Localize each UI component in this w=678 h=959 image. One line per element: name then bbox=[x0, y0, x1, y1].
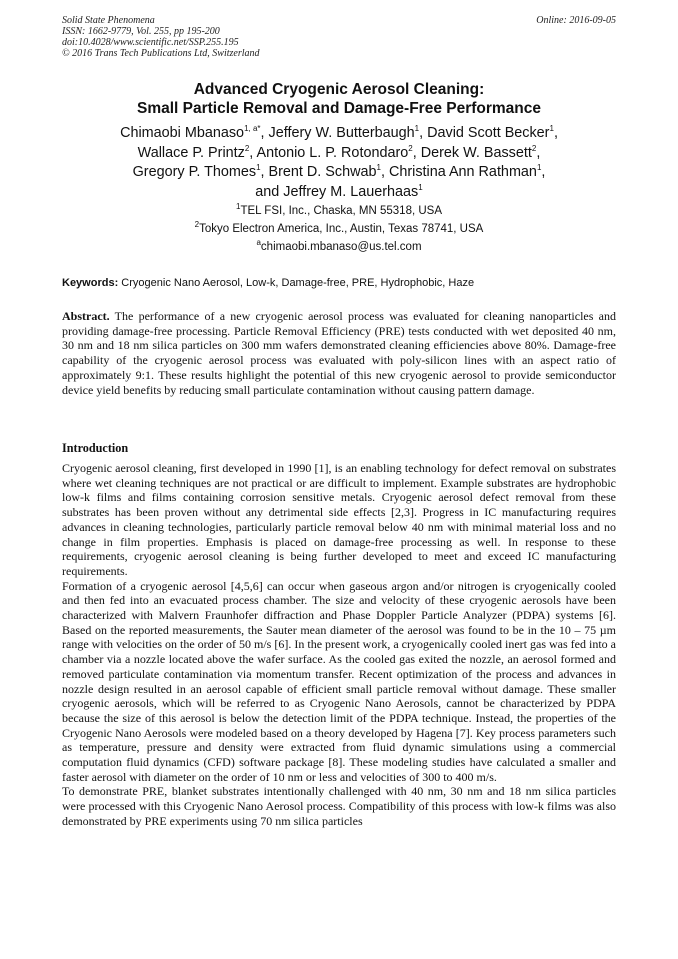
affiliation-text: Tokyo Electron America, Inc., Austin, Texas 78741, USA bbox=[199, 223, 484, 235]
abstract bbox=[62, 309, 616, 397]
author-affiliation-mark: 1 bbox=[376, 163, 381, 173]
author-affiliation-mark: 1 bbox=[549, 124, 554, 134]
affiliation-2 bbox=[62, 222, 616, 236]
author-name: Brent D. Schwab bbox=[268, 164, 377, 180]
affiliation-mark: 2 bbox=[194, 220, 200, 230]
paper-title bbox=[62, 80, 616, 118]
affiliation-1 bbox=[62, 204, 616, 218]
author-separator: , bbox=[541, 164, 546, 180]
keywords bbox=[62, 276, 616, 290]
author-name: Chimaobi Mbanaso bbox=[120, 125, 245, 141]
title-line-2: Small Particle Removal and Damage-Free Performance bbox=[136, 100, 542, 117]
author-name: and Jeffrey M. Lauerhaas bbox=[255, 183, 419, 200]
author-separator: , bbox=[553, 125, 558, 141]
author-line bbox=[62, 163, 616, 183]
author-name: David Scott Becker bbox=[427, 125, 550, 141]
email-text[interactable]: chimaobi.mbanaso@us.tel.com bbox=[260, 241, 422, 253]
author-name: Gregory P. Thomes bbox=[132, 164, 257, 180]
author-affiliation-mark: 2 bbox=[244, 143, 250, 153]
author-affiliation-mark: 1 bbox=[418, 182, 423, 192]
abstract-text: The performance of a new cryogenic aerosol process was evaluated for cleaning nanoparticles and providing damage-free processing. Particle Removal Efficiency (PRE) tests conducted with wet deposited 40 nm, 30 nm and 18 nm silica particles on 300 mm wafers demonstrated cleaning efficiencies above 80%. Damage-free capability of the cryogenic aerosol process was evaluated with poly-silicon lines with an aspect ratio of approximately 9:1. These results highlight the potential of this new cryogenic aerosol to provide semiconductor device yield benefits by reducing small particulate contamination without causing pattern damage. bbox=[62, 309, 616, 397]
paragraph: To demonstrate PRE, blanket substrates intentionally challenged with 40 nm, 30 nm and 18 nm silica particles were processed with this Cryogenic Nano Aerosol process. Compatibility of this process with low-k films was also demonstrated by PRE experiments using 70 nm silica particles bbox=[62, 784, 616, 828]
section-heading-introduction: Introduction bbox=[62, 441, 129, 455]
title-line-1: Advanced Cryogenic Aerosol Cleaning: bbox=[193, 81, 485, 98]
author-name: Derek W. Bassett bbox=[420, 144, 532, 161]
author-separator: , bbox=[260, 125, 269, 141]
journal-copyright: © 2016 Trans Tech Publications Ltd, Switzerland bbox=[62, 48, 260, 59]
author-separator: , bbox=[536, 144, 541, 161]
author-separator: , bbox=[380, 164, 389, 180]
keywords-text: Cryogenic Nano Aerosol, Low-k, Damage-free, PRE, Hydrophobic, Haze bbox=[118, 277, 475, 289]
abstract-label: Abstract. bbox=[62, 309, 110, 323]
journal-issn: ISSN: 1662-9779, Vol. 255, pp 195-200 bbox=[62, 26, 220, 37]
affiliation-text: TEL FSI, Inc., Chaska, MN 55318, USA bbox=[240, 205, 442, 217]
keywords-label: Keywords: bbox=[62, 277, 119, 289]
author-affiliation-mark: 1, a* bbox=[244, 124, 261, 134]
introduction-body bbox=[62, 461, 616, 959]
corresponding-email bbox=[62, 240, 616, 254]
affiliation-mark: a bbox=[256, 238, 261, 248]
author-separator: , bbox=[249, 144, 257, 161]
author-line bbox=[62, 144, 616, 164]
author-name: Wallace P. Printz bbox=[137, 144, 245, 161]
author-separator: , bbox=[419, 125, 428, 141]
author-affiliation-mark: 2 bbox=[408, 143, 413, 153]
author-name: Christina Ann Rathman bbox=[388, 164, 537, 180]
author-affiliation-mark: 1 bbox=[256, 163, 261, 173]
online-date: Online: 2016-09-05 bbox=[536, 15, 616, 26]
author-list bbox=[62, 124, 616, 202]
author-name: Jeffery W. Butterbaugh bbox=[268, 125, 415, 141]
author-affiliation-mark: 1 bbox=[414, 124, 420, 134]
author-line bbox=[62, 124, 616, 144]
author-affiliation-mark: 2 bbox=[531, 143, 537, 153]
paragraph: Cryogenic aerosol cleaning, first developed in 1990 [1], is an enabling technology for defect removal on substrates where wet cleaning techniques are not practical or are difficult to implement. Example substrates are hydrophobic low-k films and films containing corrosion sensitive metals. Cryogenic aerosol defect removal from these substrates has been proven without any detrimental side effects [2,3]. Progress in IC manufacturing requires advances in cleaning technologies, particularly particle removal below 40 nm with minimal material loss and no change in film properties. Emphasis is placed on damage-free processing as well. In response to these requirements, cryogenic aerosol cleaning is being further developed to meet and exceed IC manufacturing requirements. bbox=[62, 461, 616, 578]
journal-doi: doi:10.4028/www.scientific.net/SSP.255.195 bbox=[62, 37, 239, 48]
journal-header bbox=[62, 15, 616, 59]
author-separator: , bbox=[260, 164, 269, 180]
author-separator: , bbox=[412, 144, 421, 161]
author-name: Antonio L. P. Rotondaro bbox=[256, 144, 409, 161]
author-affiliation-mark: 1 bbox=[536, 163, 542, 173]
author-line bbox=[62, 183, 616, 203]
journal-name: Solid State Phenomena bbox=[62, 15, 155, 26]
paragraph: Formation of a cryogenic aerosol [4,5,6] can occur when gaseous argon and/or nitrogen is cryogenically cooled and then fed into an evacuated process chamber. The size and velocity of these cryogenic aerosols have been characterized with Malvern Fraunhofer diffraction and Phase Doppler Particle Analyzer (PDPA) systems [6]. Based on the reported measurements, the Sauter mean diameter of the aerosol was found to be in the 10 – 75 µm range with velocities on the order of 50 m/s [6]. In the present work, a cryogenically cooled inert gas was fed into a chamber via a nozzle located above the wafer surface. As the cooled gas exited the nozzle, an aerosol formed and removed particulate contamination via momentum transfer. Recent optimization of the process and advances in nozzle design resulted in an aerosol capable of efficient small particle removal without damage. These smaller cryogenic aerosols, which will be referred to as Cryogenic Nano Aerosols, cannot be characterized by PDPA because the size of this aerosol is below the detection limit of the PDPA technique. Instead, the properties of the Cryogenic Nano Aerosols were modeled based on a theory developed by Hagena [7]. Key process parameters such as temperature, pressure and density were extracted from fluid dynamic simulations using a commercial computation fluid dynamics (CFD) software package [8]. These modeling studies have calculated a smaller and faster aerosol with diameter on the order of 10 nm or less and velocities of 300 to 400 m/s. bbox=[62, 578, 616, 784]
affiliation-mark: 1 bbox=[236, 202, 241, 212]
